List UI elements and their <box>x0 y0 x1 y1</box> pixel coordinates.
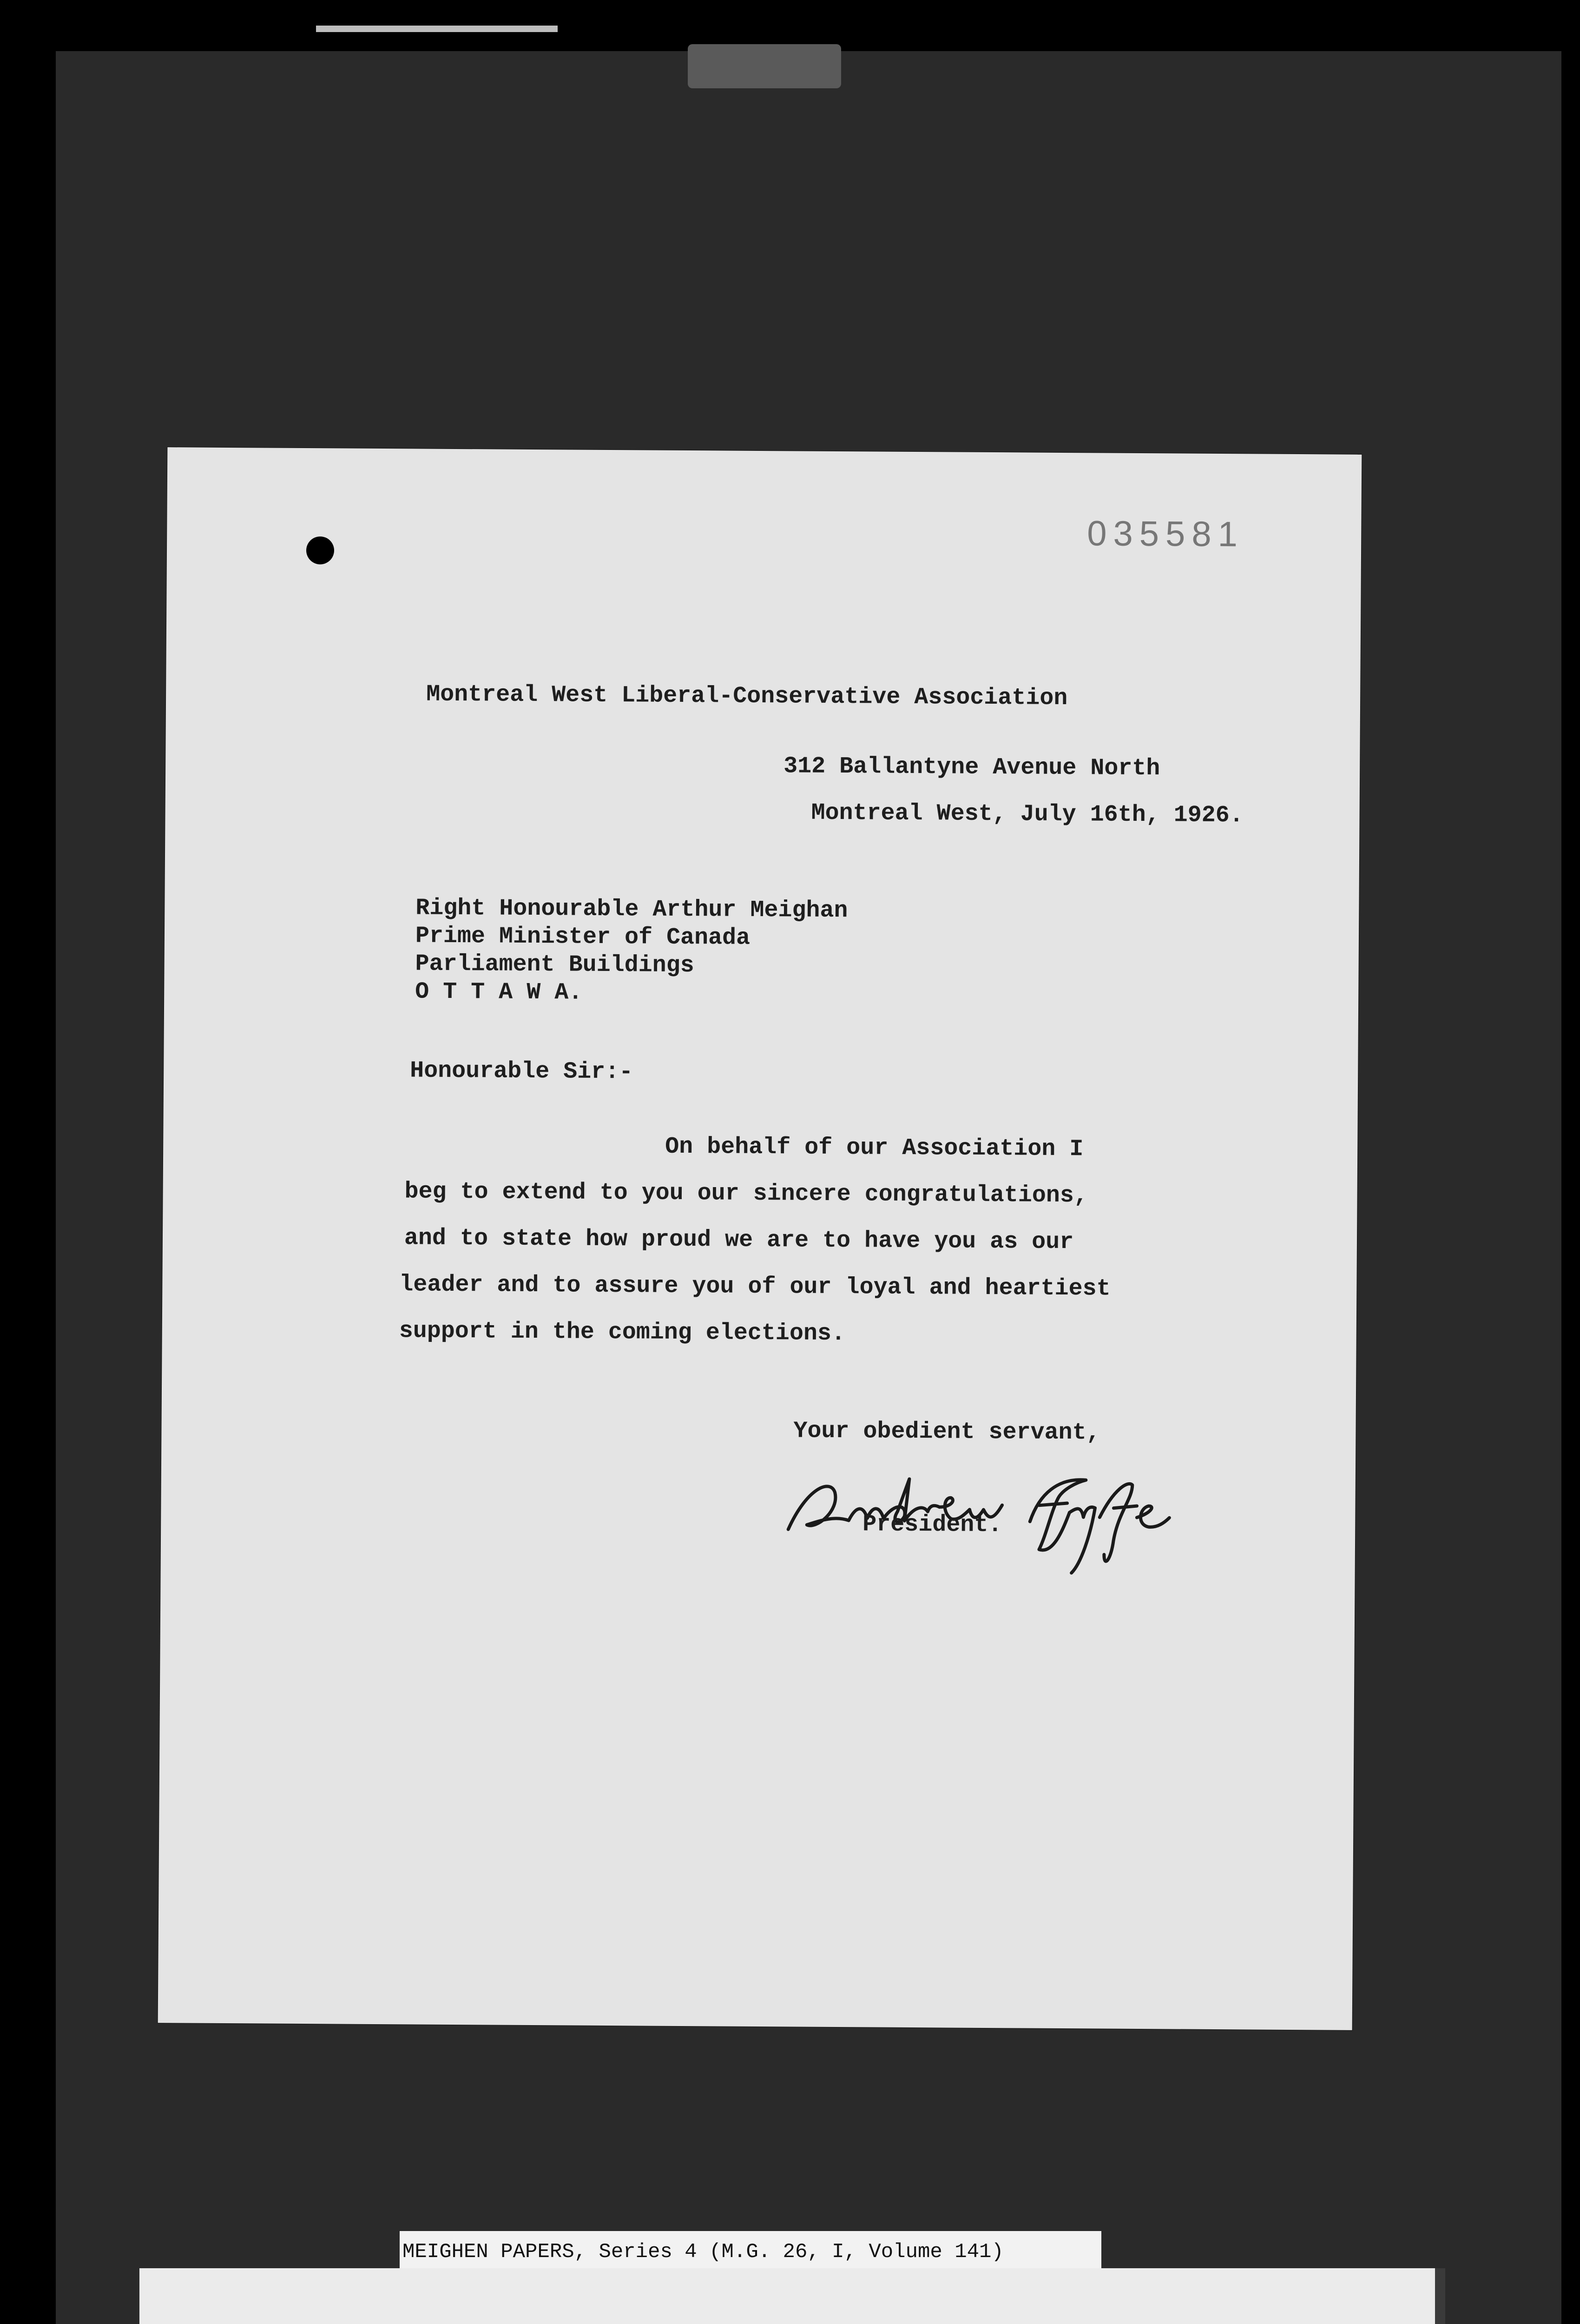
body-line: On behalf of our Association I <box>665 1133 1084 1163</box>
punch-hole <box>306 536 334 564</box>
signer-title: President. <box>862 1511 1002 1539</box>
film-edge-strip <box>316 26 558 32</box>
paper-clip-tab <box>688 44 841 88</box>
recipient-line: Right Honourable Arthur Meighan <box>415 895 848 924</box>
recipient-line: Prime Minister of Canada <box>415 923 750 951</box>
archives-card <box>139 2268 1445 2324</box>
body-line: leader and to assure you of our loyal and heartiest <box>399 1271 1111 1302</box>
salutation: Honourable Sir:- <box>410 1057 633 1086</box>
collection-reference-label: MEIGHEN PAPERS, Series 4 (M.G. 26, I, Volume 141) <box>400 2231 1101 2273</box>
recipient-line: Parliament Buildings <box>415 951 694 979</box>
recipient-line: O T T A W A. <box>415 978 583 1006</box>
body-line: beg to extend to you our sincere congratulations, <box>404 1178 1088 1209</box>
body-line: support in the coming elections. <box>399 1318 846 1347</box>
sender-address: 312 Ballantyne Avenue North <box>783 753 1160 782</box>
letterhead: Montreal West Liberal-Conservative Association <box>426 681 1068 712</box>
letter-page <box>158 447 1362 2030</box>
dateline: Montreal West, July 16th, 1926. <box>811 799 1244 829</box>
body-line: and to state how proud we are to have you as our <box>404 1225 1074 1256</box>
document-number: 035581 <box>1087 514 1244 555</box>
closing: Your obedient servant, <box>793 1418 1100 1446</box>
